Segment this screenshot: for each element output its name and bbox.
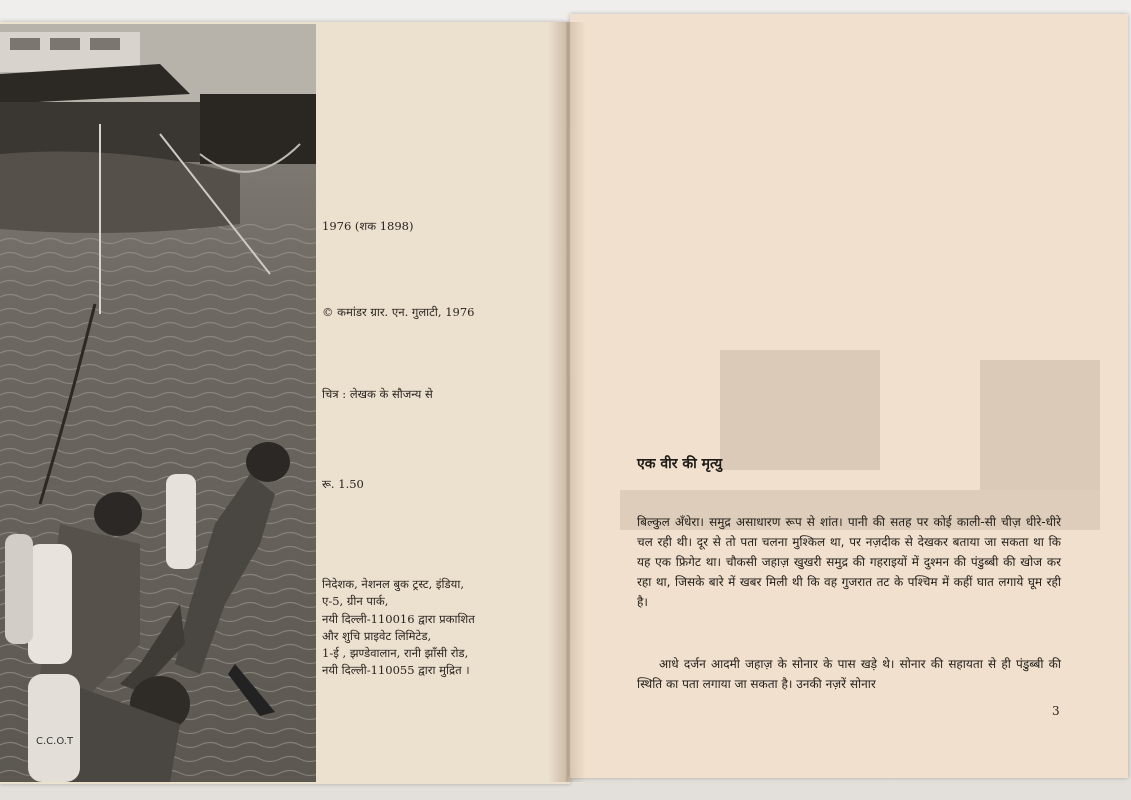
imprint-publisher-block bbox=[322, 576, 475, 680]
imprint-price: रू. 1.50 bbox=[322, 477, 364, 491]
publisher-line: निदेशक, नेशनल बुक ट्रस्ट, इंडिया, bbox=[322, 577, 464, 591]
publisher-line: ए-5, ग्रीन पार्क, bbox=[322, 594, 389, 609]
publisher-line: और शुचि प्राइवेट लिमिटेड, bbox=[322, 628, 432, 643]
frogmen-diving-photo bbox=[0, 24, 316, 782]
publisher-line: नयी दिल्ली-110016 द्वारा प्रकाशित bbox=[322, 611, 475, 626]
imprint-copyright: © कमांडर ग्रार. एन. गुलाटी, 1976 bbox=[322, 305, 475, 319]
body-paragraph: बिल्कुल अँधेरा। समुद्र असाधारण रूप से शांत। पानी की सतह पर कोई काली-सी चीज़ धीरे-धीरे चल रही थी। दूर से तो पता चलना मुश्किल था, पर नज़दीक से देखकर बताया जा सकता था कि यह एक फ्रिगेट था। चौकसी जहाज़ खुखरी समुद्र की गहराइयों में दुश्मन की पंडुब्बी की खोज कर रहा था, जिसके बारे में खबर मिली थी कि वह गुजरात तट के पश्चिम में कहीं घात लगाये घूम रही है। bbox=[637, 515, 1061, 609]
body-paragraph: आधे दर्जन आदमी जहाज़ के सोनार के पास खड़े थे। सोनार की सहायता से ही पंडुब्बी की स्थिति का पता लगाया जा सकता है। उनकी नज़रें सोनार bbox=[637, 657, 1061, 691]
imprint-illustration-credit: चित्र : लेखक के सौजन्य से bbox=[322, 387, 433, 401]
chapter-title: एक वीर की मृत्यु bbox=[637, 456, 723, 472]
svg-text:C.C.O.T: C.C.O.T bbox=[36, 736, 74, 747]
imprint-year: 1976 (शक 1898) bbox=[322, 219, 414, 233]
publisher-line: नयी दिल्ली-110055 द्वारा मुद्रित । bbox=[322, 663, 470, 678]
page-number: 3 bbox=[1052, 704, 1060, 718]
publisher-line: 1-ई , झण्डेवालान, रानी झाँसी रोड, bbox=[322, 646, 469, 661]
book-gutter bbox=[548, 22, 586, 782]
